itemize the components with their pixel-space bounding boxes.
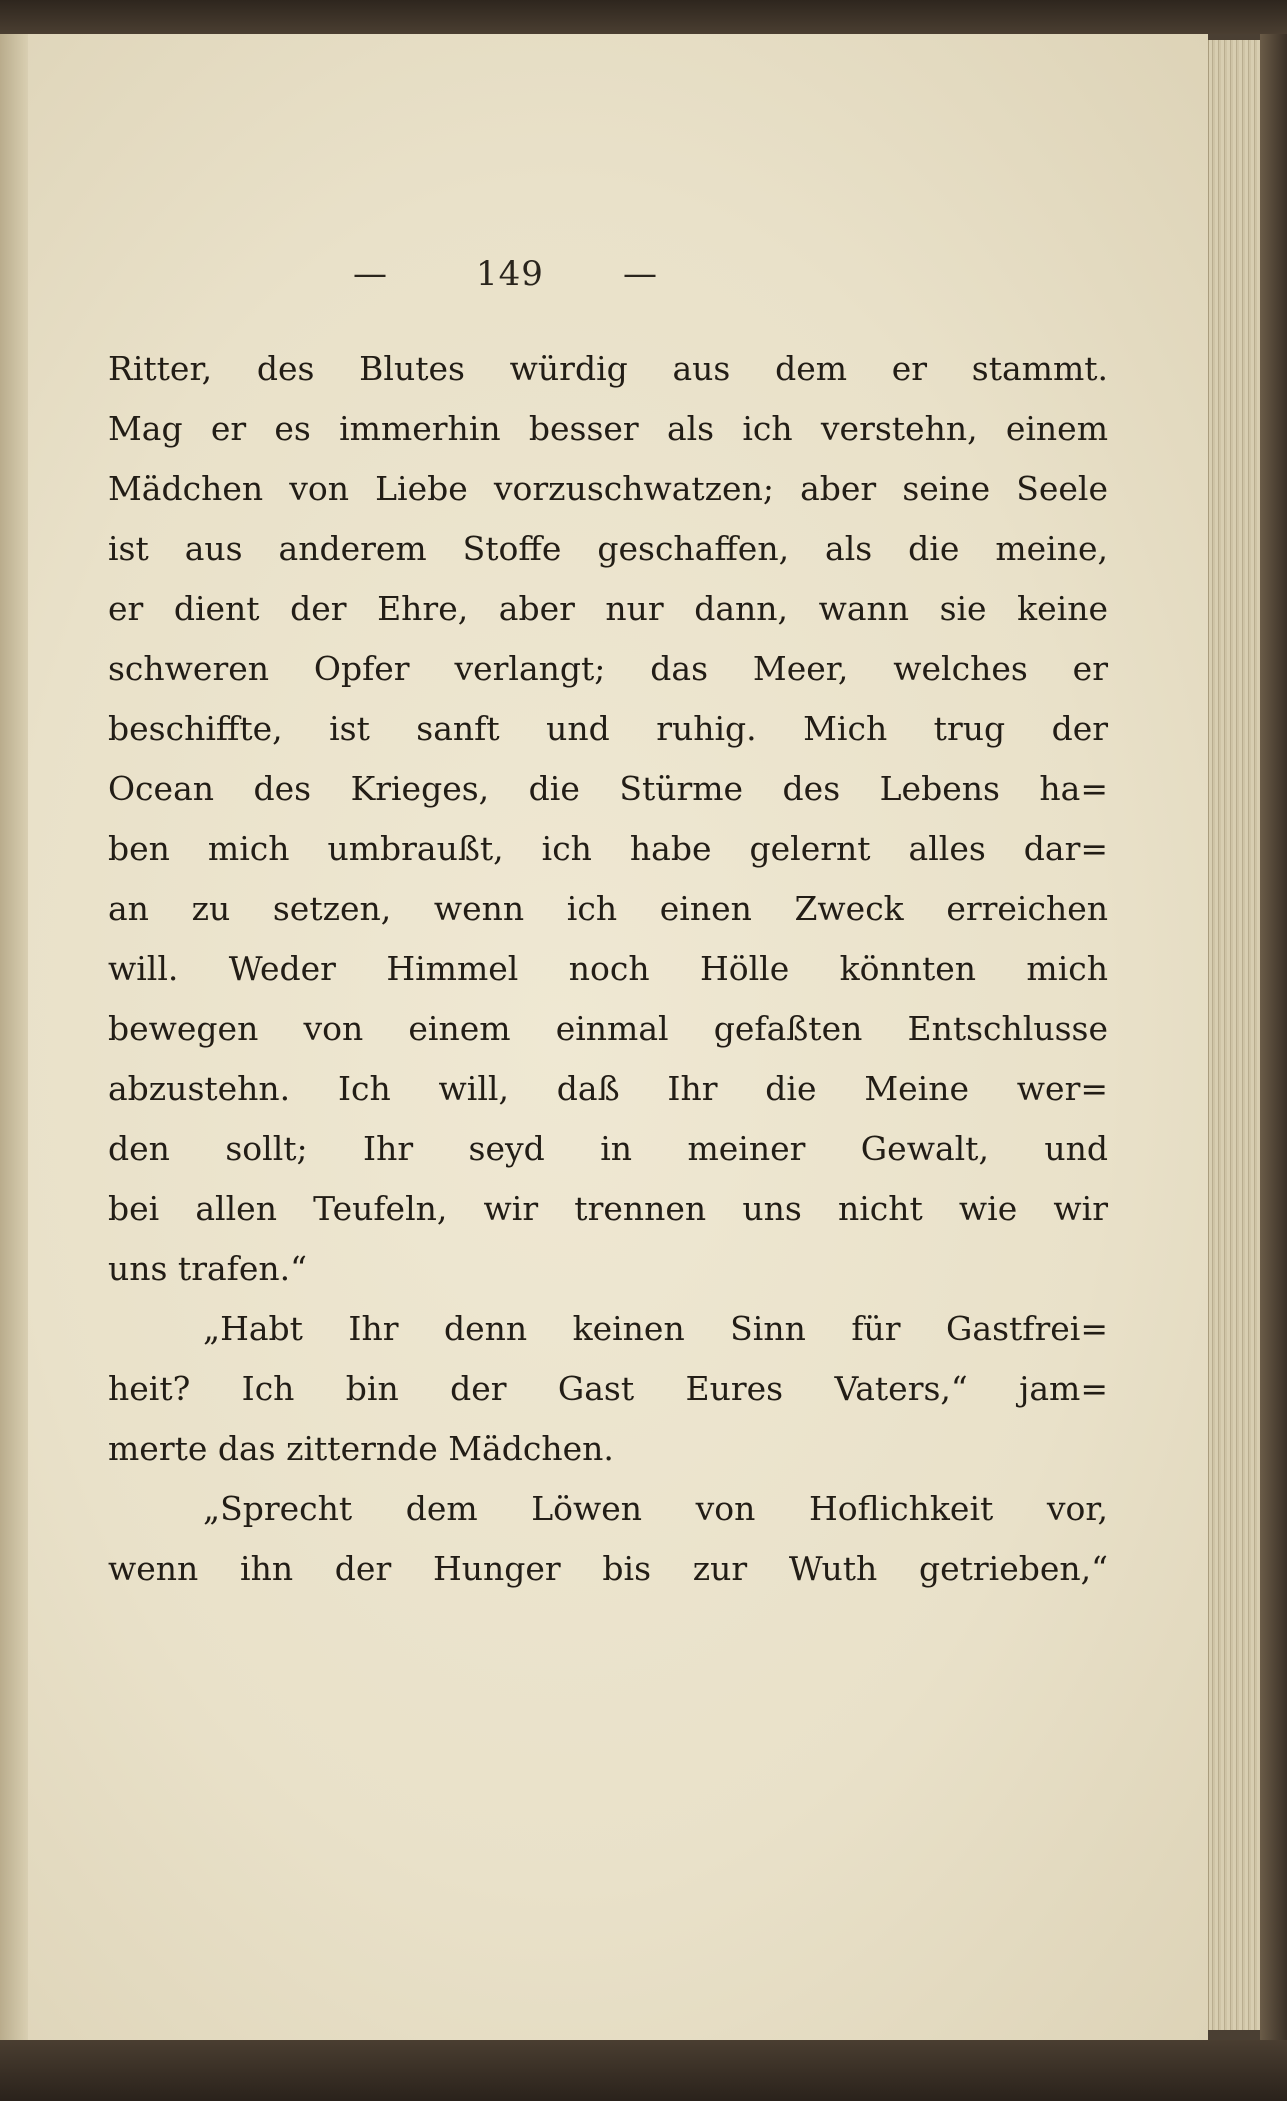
book-cover-edge [1260,34,1287,2040]
text-line: Ocean des Krieges, die Stürme des Lebens ha= [108,769,1108,808]
text-line: „Sprecht dem Löwen von Hoflichkeit vor, [203,1489,1108,1528]
text-line: beschiffte, ist sanft und ruhig. Mich trug der [108,709,1108,748]
text-line: heit? Ich bin der Gast Eures Vaters,“ jam= [108,1369,1108,1408]
page-header [28,254,1208,314]
text-line: Ritter, des Blutes würdig aus dem er stammt. [108,349,1108,388]
page-number: 149 [476,254,544,294]
text-line: bewegen von einem einmal gefaßten Entschlusse [108,1009,1108,1048]
book-cover-bottom [0,2040,1287,2101]
header-dash-right: — [623,254,657,294]
body-text [108,339,1108,1599]
text-line: er dient der Ehre, aber nur dann, wann sie keine [108,589,1108,628]
text-line: schweren Opfer verlangt; das Meer, welches er [108,649,1108,688]
text-line: ben mich umbraußt, ich habe gelernt alles dar= [108,829,1108,868]
text-line: an zu setzen, wenn ich einen Zweck erreichen [108,889,1108,928]
page-edge-stack [1208,40,1261,2030]
book-cover-top [0,0,1287,34]
page-gutter [0,34,30,2040]
text-line: Mädchen von Liebe vorzuschwatzen; aber seine Seele [108,469,1108,508]
text-line: ist aus anderem Stoffe geschaffen, als die meine, [108,529,1108,568]
text-line: will. Weder Himmel noch Hölle könnten mich [108,949,1108,988]
text-line: bei allen Teufeln, wir trennen uns nicht wie wir [108,1189,1108,1228]
text-line: merte das zitternde Mädchen. [108,1429,614,1468]
text-line: abzustehn. Ich will, daß Ihr die Meine wer= [108,1069,1108,1108]
book-page [28,34,1208,2040]
text-line: wenn ihn der Hunger bis zur Wuth getrieben,“ [108,1549,1108,1588]
text-line: „Habt Ihr denn keinen Sinn für Gastfrei= [203,1309,1108,1348]
text-line: den sollt; Ihr seyd in meiner Gewalt, und [108,1129,1108,1168]
header-dash-left: — [353,254,387,294]
text-line: Mag er es immerhin besser als ich verstehn, einem [108,409,1108,448]
text-line: uns trafen.“ [108,1249,307,1288]
